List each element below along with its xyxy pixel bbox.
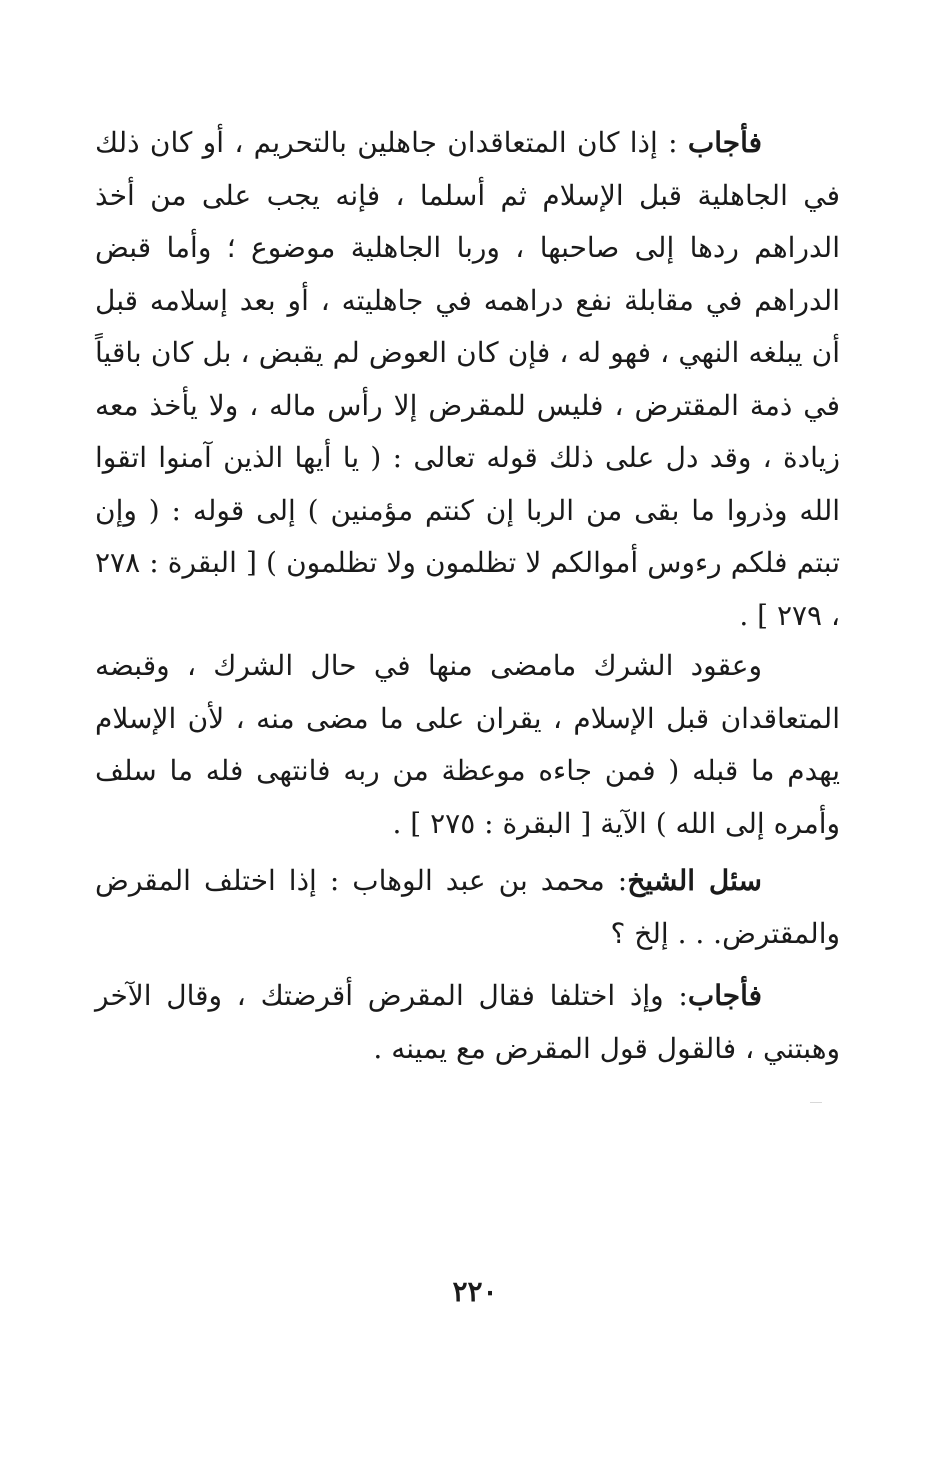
paragraph-question — [95, 855, 840, 960]
scan-speck — [810, 1102, 822, 1103]
paragraph-text: : محمد بن عبد الوهاب : إذا اختلف المقرض والمقترض. . . إلخ ؟ — [95, 864, 840, 950]
paragraph-text: وعقود الشرك مامضى منها في حال الشرك ، وقبضه المتعاقدان قبل الإسلام ، يقران على ما مضى منه ، لأن الإسلام يهدم ما قبله ( فمن جاءه موعظة من ربه فانتهى فله ما سلف وأمره إلى الله ) الآية [ البقرة : ٢٧٥ ] . — [95, 649, 840, 840]
paragraph-lead: فأجاب — [687, 979, 762, 1012]
paragraph-shirk-contracts — [95, 640, 840, 850]
paragraph-lead: فأجاب — [687, 126, 762, 159]
paragraph-answer-riba — [95, 117, 840, 642]
page-number: ٢٢٠ — [452, 1275, 498, 1308]
paragraph-lead: سئل الشيخ — [627, 864, 762, 897]
paragraph-answer-dispute — [95, 970, 840, 1075]
paragraph-text: : وإذ اختلفا فقال المقرض أقرضتك ، وقال الآخر وهبتني ، فالقول قول المقرض مع يمينه . — [95, 979, 840, 1065]
paragraph-text: : إذا كان المتعاقدان جاهلين بالتحريم ، أو كان ذلك في الجاهلية قبل الإسلام ثم أسلما ، فإنه يجب على من أخذ الدراهم ردها إلى صاحبها ، وربا الجاهلية موضوع ؛ وأما قبض الدراهم في مقابلة نفع دراهمه في جاهليته ، أو بعد إسلامه قبل أن يبلغه النهي ، فهو له ، فإن كان العوض لم يقبض ، بل كان باقياً في ذمة المقترض ، فليس للمقرض إلا رأس ماله ، ولا يأخذ معه زيادة ، وقد دل على ذلك قوله تعالى : ( يا أيها الذين آمنوا اتقوا الله وذروا ما بقى من الربا إن كنتم مؤمنين ) إلى قوله : ( وإن تبتم فلكم رءوس أموالكم لا تظلمون ولا تظلمون ) [ البقرة : ٢٧٨ ، ٢٧٩ ] . — [95, 126, 840, 632]
